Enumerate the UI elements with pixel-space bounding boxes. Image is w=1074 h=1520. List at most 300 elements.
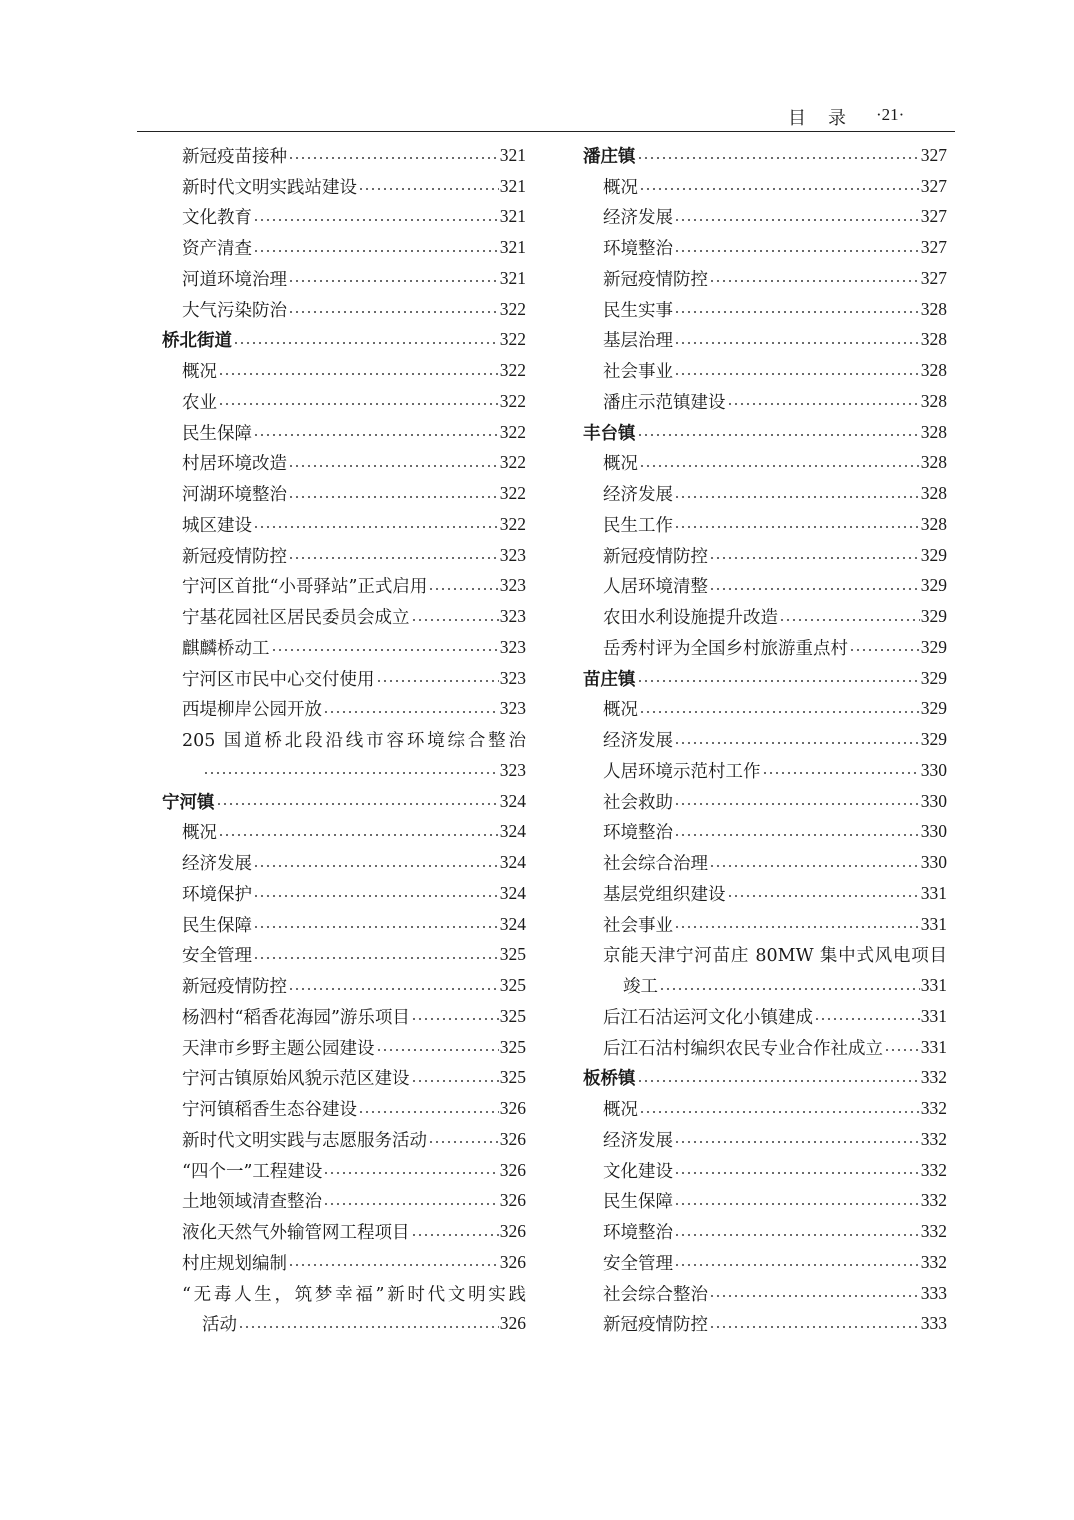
toc-entry-continuation[interactable]	[162, 1309, 526, 1340]
toc-entry-page: 323	[499, 759, 526, 780]
toc-entry-title: 经济发展	[603, 1130, 673, 1151]
running-title: 目录	[788, 108, 868, 129]
dot-leader	[253, 895, 499, 897]
dot-leader	[674, 1234, 920, 1236]
dot-leader	[428, 588, 498, 590]
toc-entry-title: 农田水利设施提升改造	[603, 608, 778, 629]
dot-leader	[674, 526, 920, 528]
dot-leader	[428, 1141, 499, 1143]
toc-entry-page: 323	[499, 698, 526, 719]
toc-entry-title: 河湖环境整治	[182, 485, 287, 506]
toc-entry[interactable]	[583, 232, 947, 263]
toc-entry[interactable]	[162, 663, 526, 694]
toc-entry[interactable]	[162, 1186, 526, 1217]
toc-entry-title: 宁河古镇原始风貌示范区建设	[182, 1069, 410, 1090]
toc-entry[interactable]	[162, 817, 526, 848]
dot-leader	[674, 342, 920, 344]
toc-entry[interactable]	[162, 202, 526, 233]
toc-entry-title: 人居环境示范村工作	[603, 761, 761, 782]
toc-entry[interactable]	[162, 1063, 526, 1094]
toc-entry-title: 潘庄示范镇建设	[603, 392, 726, 413]
toc-entry-page: 325	[499, 1067, 526, 1088]
dot-leader	[233, 342, 499, 344]
toc-entry[interactable]	[583, 1278, 947, 1309]
toc-entry-title: 新冠疫情防控	[603, 269, 708, 290]
dot-leader	[323, 711, 499, 713]
toc-entry[interactable]	[583, 632, 947, 663]
toc-entry-page: 321	[499, 237, 526, 258]
toc-entry[interactable]	[162, 140, 526, 171]
toc-entry-page: 324	[499, 852, 526, 873]
toc-entry-page: 324	[499, 882, 526, 903]
toc-entry-title: 新冠疫情防控	[603, 546, 708, 567]
toc-entry-title: 经济发展	[182, 854, 252, 875]
toc-entry-title: 环境整治	[603, 1223, 673, 1244]
toc-entry-title: 人居环境清整	[603, 577, 708, 598]
toc-entry-title: 宁河区市民中心交付使用	[182, 669, 375, 690]
dot-leader	[253, 865, 499, 867]
toc-section-entry[interactable]	[583, 1063, 947, 1094]
dot-leader	[218, 403, 499, 405]
toc-entry[interactable]	[583, 1216, 947, 1247]
toc-entry-title: 麒麟桥动工	[182, 638, 270, 659]
toc-entry[interactable]	[583, 847, 947, 878]
toc-entry-page: 327	[920, 206, 947, 227]
dot-leader	[238, 1326, 499, 1328]
toc-entry[interactable]	[583, 1186, 947, 1217]
dot-leader	[639, 465, 920, 467]
toc-entry[interactable]	[583, 202, 947, 233]
toc-entry[interactable]	[583, 448, 947, 479]
toc-entry-title: “四个一”工程建设	[182, 1161, 323, 1182]
dot-leader	[288, 311, 499, 313]
toc-entry-page: 323	[499, 606, 526, 627]
dot-leader	[709, 557, 920, 559]
toc-entry-page: 322	[499, 360, 526, 381]
dot-leader	[218, 373, 499, 375]
dot-leader	[674, 311, 920, 313]
toc-entry-title: “无毒人生，筑梦幸福”新时代文明实践	[182, 1284, 526, 1305]
dot-leader	[288, 1264, 499, 1266]
toc-entry[interactable]	[162, 1093, 526, 1124]
toc-entry-page: 324	[499, 821, 526, 842]
dot-leader	[358, 188, 499, 190]
toc-entry-title: 城区建设	[182, 515, 252, 536]
toc-entry[interactable]	[162, 571, 526, 602]
toc-entry-page: 329	[920, 698, 947, 719]
dot-leader	[376, 680, 499, 682]
toc-entry-title: 基层治理	[603, 331, 673, 352]
toc-entry-page: 326	[499, 1251, 526, 1272]
toc-entry-title: 概况	[603, 454, 638, 475]
toc-entry-page: 327	[920, 175, 947, 196]
toc-entry-title: 后江石沽村编织农民专业合作社成立	[603, 1038, 883, 1059]
toc-entry-page: 330	[920, 821, 947, 842]
toc-entry-title: 社会救助	[603, 792, 673, 813]
dot-leader	[639, 711, 920, 713]
dot-leader	[288, 157, 499, 159]
toc-entry-title: 环境整治	[603, 239, 673, 260]
toc-entry-page: 330	[920, 759, 947, 780]
toc-entry-title: 民生保障	[603, 1192, 673, 1213]
toc-entry-page: 321	[499, 267, 526, 288]
toc-entry-title: 环境保护	[182, 884, 252, 905]
dot-leader	[637, 157, 920, 159]
toc-entry-page: 331	[920, 1005, 947, 1026]
toc-entry-page: 329	[920, 575, 947, 596]
toc-entry-page: 321	[499, 144, 526, 165]
dot-leader	[323, 1203, 499, 1205]
toc-entry-page: 329	[920, 667, 947, 688]
toc-entry[interactable]	[583, 1032, 947, 1063]
toc-entry-title: 基层党组织建设	[603, 884, 726, 905]
dot-leader	[288, 496, 499, 498]
dot-leader	[253, 219, 499, 221]
toc-entry[interactable]	[583, 694, 947, 725]
toc-entry-page: 331	[920, 913, 947, 934]
toc-entry-title: 概况	[603, 177, 638, 198]
toc-entry-title: 民生保障	[182, 915, 252, 936]
toc-entry[interactable]	[162, 1155, 526, 1186]
toc-entry-title: 苗庄镇	[583, 669, 636, 690]
toc-entry[interactable]	[583, 724, 947, 755]
toc-entry[interactable]	[583, 355, 947, 386]
toc-entry[interactable]	[162, 417, 526, 448]
toc-entry[interactable]	[162, 1124, 526, 1155]
toc-entry-page: 323	[499, 575, 526, 596]
toc-entry-page: 330	[920, 790, 947, 811]
page-number: ·21·	[876, 105, 905, 124]
toc-entry[interactable]	[162, 847, 526, 878]
dot-leader	[358, 1111, 499, 1113]
header-rule	[137, 131, 955, 132]
toc-entry[interactable]	[162, 509, 526, 540]
toc-entry-title: 民生工作	[603, 515, 673, 536]
toc-entry[interactable]	[583, 1155, 947, 1186]
toc-entry[interactable]	[162, 478, 526, 509]
toc-entry-title: 潘庄镇	[583, 146, 636, 167]
toc-entry-title: 宁基花园社区居民委员会成立	[182, 608, 410, 629]
toc-entry-page: 325	[499, 1005, 526, 1026]
dot-leader	[253, 957, 499, 959]
dot-leader	[674, 1141, 920, 1143]
toc-entry-title: 液化天然气外输管网工程项目	[182, 1223, 410, 1244]
toc-entry[interactable]	[162, 1032, 526, 1063]
toc-entry[interactable]	[162, 171, 526, 202]
toc-entry-page: 331	[920, 975, 947, 996]
toc-entry-page: 321	[499, 175, 526, 196]
toc-entry[interactable]	[162, 263, 526, 294]
toc-entry[interactable]	[162, 294, 526, 325]
toc-entry[interactable]	[583, 1309, 947, 1340]
dot-leader	[674, 219, 920, 221]
toc-entry-title: 天津市乡野主题公园建设	[182, 1038, 375, 1059]
toc-entry-page: 328	[920, 329, 947, 350]
dot-leader	[727, 403, 920, 405]
toc-entry-page: 326	[499, 1313, 526, 1334]
dot-leader	[288, 465, 499, 467]
toc-entry-title: 新冠疫苗接种	[182, 146, 287, 167]
toc-entry-page: 331	[920, 882, 947, 903]
toc-entry-page: 324	[499, 790, 526, 811]
toc-entry-page: 333	[920, 1282, 947, 1303]
toc-entry-page: 329	[920, 606, 947, 627]
toc-entry[interactable]	[162, 355, 526, 386]
toc-entry-page: 324	[499, 913, 526, 934]
toc-entry-page: 332	[920, 1190, 947, 1211]
dot-leader	[849, 649, 920, 651]
toc-entry-page: 322	[499, 452, 526, 473]
toc-entry[interactable]	[162, 540, 526, 571]
toc-entry[interactable]	[583, 540, 947, 571]
toc-entry-title: 社会综合治理	[603, 854, 708, 875]
toc-entry[interactable]	[583, 294, 947, 325]
toc-entry[interactable]	[583, 571, 947, 602]
dot-leader	[709, 865, 920, 867]
toc-section-entry[interactable]	[162, 786, 526, 817]
toc-entry-page: 321	[499, 206, 526, 227]
dot-leader	[376, 1049, 499, 1051]
toc-entry-page: 333	[920, 1313, 947, 1334]
toc-entry-title: 新冠疫情防控	[603, 1315, 708, 1336]
toc-entry[interactable]	[583, 509, 947, 540]
dot-leader	[674, 373, 920, 375]
toc-entry-page: 329	[920, 544, 947, 565]
toc-entry-title: 概况	[603, 700, 638, 721]
toc-entry[interactable]	[583, 909, 947, 940]
toc-entry-page: 332	[920, 1128, 947, 1149]
toc-right-column	[583, 140, 947, 1339]
toc-entry[interactable]	[583, 386, 947, 417]
toc-entry-title: 宁河区首批“小哥驿站”正式启用	[182, 577, 428, 598]
dot-leader	[674, 1203, 920, 1205]
toc-section-entry[interactable]	[583, 417, 947, 448]
toc-entry-title: 丰台镇	[583, 423, 636, 444]
toc-entry-title: 河道环境治理	[182, 269, 287, 290]
toc-entry-page: 322	[499, 329, 526, 350]
dot-leader	[637, 1080, 920, 1082]
toc-entry-page: 323	[499, 544, 526, 565]
toc-entry-title: 文化教育	[182, 208, 252, 229]
dot-leader	[674, 1172, 920, 1174]
toc-entry-title: 活动	[202, 1315, 237, 1336]
toc-entry-title: 安全管理	[603, 1253, 673, 1274]
toc-entry-continuation[interactable]	[162, 755, 526, 786]
dot-leader	[674, 742, 920, 744]
toc-entry[interactable]	[162, 909, 526, 940]
toc-entry-title: 板桥镇	[583, 1069, 636, 1090]
toc-entry[interactable]	[583, 786, 947, 817]
toc-entry[interactable]	[162, 632, 526, 663]
toc-entry-title: 西堤柳岸公园开放	[182, 700, 322, 721]
dot-leader	[253, 926, 499, 928]
toc-entry[interactable]	[162, 1247, 526, 1278]
toc-entry[interactable]	[583, 1093, 947, 1124]
toc-entry[interactable]	[162, 878, 526, 909]
toc-entry-page: 330	[920, 852, 947, 873]
toc-entry-title: 后江石沽运河文化小镇建成	[603, 1007, 813, 1028]
dot-leader	[674, 834, 920, 836]
dot-leader	[674, 803, 920, 805]
toc-entry-page: 326	[499, 1128, 526, 1149]
toc-entry[interactable]	[583, 263, 947, 294]
dot-leader	[411, 1234, 499, 1236]
toc-entry[interactable]	[162, 448, 526, 479]
dot-leader	[411, 1018, 499, 1020]
dot-leader	[674, 250, 920, 252]
dot-leader	[709, 588, 920, 590]
toc-entry[interactable]	[162, 1216, 526, 1247]
dot-leader	[709, 280, 920, 282]
dot-leader	[203, 772, 499, 774]
toc-entry[interactable]	[583, 1247, 947, 1278]
toc-entry-page: 328	[920, 452, 947, 473]
toc-entry-page: 322	[499, 298, 526, 319]
toc-entry-title: 社会事业	[603, 915, 673, 936]
toc-entry[interactable]	[162, 940, 526, 971]
toc-entry-title: 概况	[182, 362, 217, 383]
dot-leader	[288, 988, 499, 990]
toc-entry-page: 328	[920, 298, 947, 319]
toc-entry[interactable]	[583, 601, 947, 632]
toc-entry[interactable]	[162, 232, 526, 263]
dot-leader	[709, 1326, 920, 1328]
toc-entry-page: 322	[499, 421, 526, 442]
dot-leader	[218, 834, 499, 836]
toc-entry-page: 327	[920, 144, 947, 165]
toc-entry[interactable]	[583, 1124, 947, 1155]
toc-entry-page: 328	[920, 483, 947, 504]
toc-entry-title: 经济发展	[603, 731, 673, 752]
toc-entry[interactable]	[583, 478, 947, 509]
toc-entry-page: 332	[920, 1251, 947, 1272]
toc-entry-title: 桥北街道	[162, 331, 232, 352]
toc-entry-page: 322	[499, 483, 526, 504]
toc-entry-page: 323	[499, 667, 526, 688]
toc-entry[interactable]	[162, 694, 526, 725]
toc-entry-page: 322	[499, 390, 526, 411]
dot-leader	[271, 649, 499, 651]
toc-entry-title: 资产清查	[182, 239, 252, 260]
toc-entry-continuation[interactable]	[583, 970, 947, 1001]
toc-entry-title: 社会事业	[603, 362, 673, 383]
toc-entry-page: 328	[920, 360, 947, 381]
toc-entry[interactable]	[583, 755, 947, 786]
dot-leader	[659, 988, 920, 990]
dot-leader	[253, 526, 499, 528]
toc-entry-page: 329	[920, 729, 947, 750]
toc-entry-title: 村居环境改造	[182, 454, 287, 475]
page-header	[0, 0, 1074, 140]
dot-leader	[253, 434, 499, 436]
toc-entry-title: 宁河镇稻香生态谷建设	[182, 1100, 357, 1121]
toc-entry-page: 327	[920, 267, 947, 288]
dot-leader	[639, 1111, 920, 1113]
toc-entry-page: 328	[920, 513, 947, 534]
toc-entry[interactable]	[162, 601, 526, 632]
toc-entry-page: 332	[920, 1067, 947, 1088]
toc-entry-title: 土地领域清查整治	[182, 1192, 322, 1213]
toc-entry[interactable]	[162, 970, 526, 1001]
dot-leader	[323, 1172, 498, 1174]
dot-leader	[779, 619, 920, 621]
toc-entry-title: 概况	[603, 1100, 638, 1121]
dot-leader	[253, 250, 499, 252]
dot-leader	[814, 1018, 920, 1020]
toc-entry-title: 竣工	[623, 977, 658, 998]
toc-entry-title: 新时代文明实践站建设	[182, 177, 357, 198]
dot-leader	[762, 772, 920, 774]
toc-entry-title: 岳秀村评为全国乡村旅游重点村	[603, 638, 848, 659]
toc-entry-page: 323	[499, 636, 526, 657]
toc-entry-title: 文化建设	[603, 1161, 673, 1182]
toc-entry-title: 新冠疫情防控	[182, 977, 287, 998]
toc-entry[interactable]	[162, 1001, 526, 1032]
toc-entry-title: 大气污染防治	[182, 300, 287, 321]
toc-entry[interactable]	[583, 1001, 947, 1032]
toc-entry-title: 概况	[182, 823, 217, 844]
toc-entry-title: 205 国道桥北段沿线市容环境综合整治	[182, 731, 526, 752]
toc-entry-page: 326	[499, 1190, 526, 1211]
dot-leader	[674, 496, 920, 498]
toc-section-entry[interactable]	[162, 325, 526, 356]
toc-section-entry[interactable]	[583, 663, 947, 694]
toc-section-entry[interactable]	[583, 140, 947, 171]
toc-entry[interactable]	[162, 386, 526, 417]
toc-entry-title: 农业	[182, 392, 217, 413]
toc-entry-page: 326	[499, 1098, 526, 1119]
dot-leader	[674, 1264, 920, 1266]
toc-entry-wrapped[interactable]	[583, 940, 947, 971]
toc-entry-page: 326	[499, 1159, 526, 1180]
dot-leader	[216, 803, 499, 805]
toc-entry-title: 民生保障	[182, 423, 252, 444]
toc-entry-page: 332	[920, 1221, 947, 1242]
dot-leader	[637, 434, 920, 436]
toc-entry-title: 经济发展	[603, 208, 673, 229]
dot-leader	[411, 1080, 499, 1082]
toc-entry-title: 安全管理	[182, 946, 252, 967]
toc-entry-title: 村庄规划编制	[182, 1253, 287, 1274]
toc-entry-title: 新冠疫情防控	[182, 546, 287, 567]
toc-entry[interactable]	[583, 171, 947, 202]
toc-entry-title: 民生实事	[603, 300, 673, 321]
toc-entry-page: 327	[920, 237, 947, 258]
toc-entry-title: 社会综合整治	[603, 1284, 708, 1305]
toc-entry[interactable]	[583, 817, 947, 848]
toc-entry-page: 328	[920, 421, 947, 442]
dot-leader	[288, 557, 499, 559]
toc-entry-page: 325	[499, 1036, 526, 1057]
dot-leader	[411, 619, 499, 621]
toc-entry[interactable]	[583, 878, 947, 909]
dot-leader	[884, 1049, 920, 1051]
toc-entry-title: 新时代文明实践与志愿服务活动	[182, 1130, 427, 1151]
toc-entry-title: 经济发展	[603, 485, 673, 506]
toc-entry-page: 329	[920, 636, 947, 657]
toc-entry-wrapped[interactable]	[162, 724, 526, 755]
toc-left-column	[162, 140, 526, 1339]
dot-leader	[727, 895, 920, 897]
toc-entry-title: 京能天津宁河苗庄 80MW 集中式风电项目	[603, 946, 947, 967]
toc-entry-page: 328	[920, 390, 947, 411]
toc-entry-page: 325	[499, 975, 526, 996]
toc-entry-page: 331	[920, 1036, 947, 1057]
toc-entry-page: 332	[920, 1159, 947, 1180]
dot-leader	[709, 1295, 920, 1297]
toc-entry-wrapped[interactable]	[162, 1278, 526, 1309]
toc-entry[interactable]	[583, 325, 947, 356]
